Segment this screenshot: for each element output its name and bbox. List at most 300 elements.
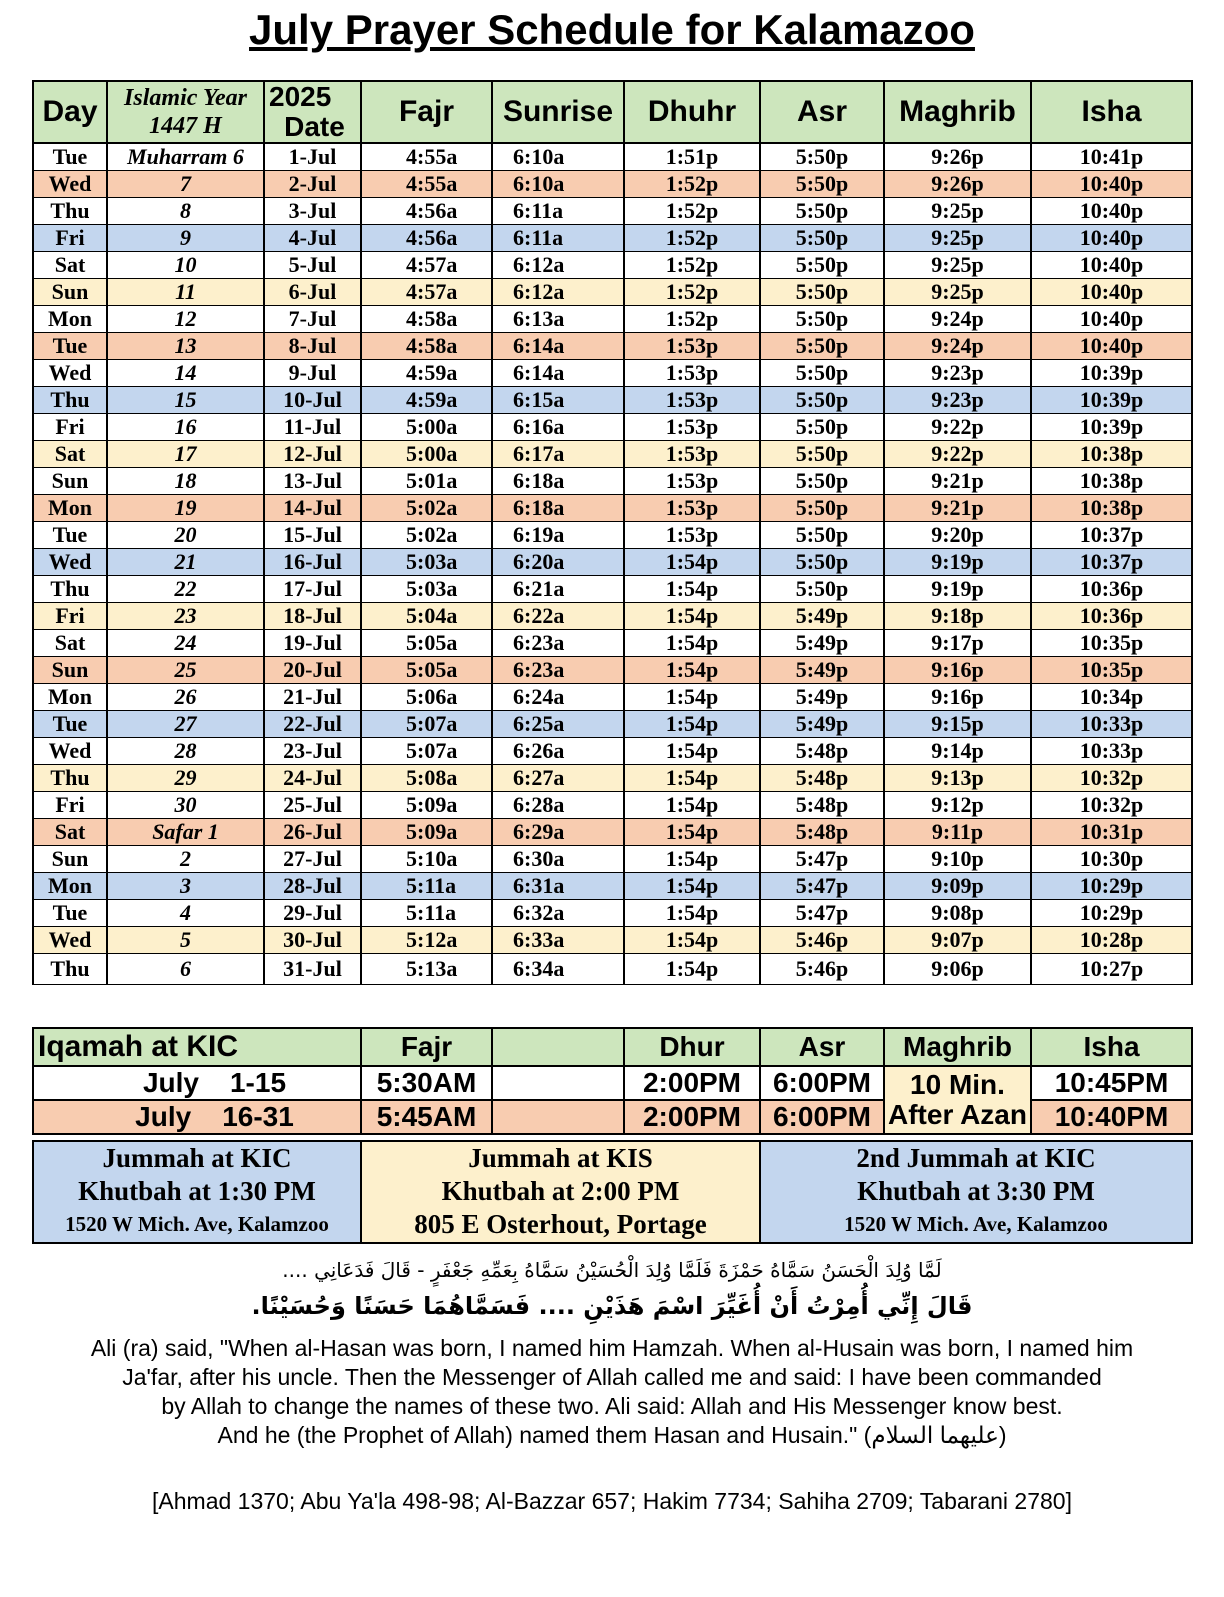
- sunrise-cell: 6:11a: [492, 198, 624, 225]
- fajr-cell: 4:58a: [361, 333, 492, 360]
- day-cell: Wed: [33, 360, 107, 387]
- prayer-schedule-table: [32, 80, 1193, 985]
- asr-cell: 5:48p: [760, 738, 884, 765]
- asr-cell: 5:50p: [760, 279, 884, 306]
- iqamah-row1-month-label: July: [142, 1067, 199, 1098]
- dhuhr-cell: 1:53p: [624, 495, 760, 522]
- day-cell: Thu: [33, 198, 107, 225]
- asr-cell: 5:50p: [760, 171, 884, 198]
- dhuhr-cell: 1:54p: [624, 684, 760, 711]
- maghrib-cell: 9:23p: [884, 360, 1031, 387]
- isha-cell: 10:40p: [1031, 333, 1192, 360]
- maghrib-cell: 9:22p: [884, 441, 1031, 468]
- day-cell: Fri: [33, 792, 107, 819]
- maghrib-cell: 9:25p: [884, 225, 1031, 252]
- isha-cell: 10:30p: [1031, 846, 1192, 873]
- sunrise-cell: 6:14a: [492, 333, 624, 360]
- table-row: [33, 171, 1192, 198]
- asr-cell: 5:50p: [760, 495, 884, 522]
- maghrib-cell: 9:10p: [884, 846, 1031, 873]
- header-asr: Asr: [760, 81, 884, 143]
- table-row: [33, 765, 1192, 792]
- day-cell: Mon: [33, 684, 107, 711]
- islamic-date-cell: 20: [107, 522, 264, 549]
- table-row: [33, 495, 1192, 522]
- asr-cell: 5:47p: [760, 873, 884, 900]
- iqamah-row2-isha: 10:40PM: [1031, 1100, 1192, 1134]
- sunrise-cell: 6:20a: [492, 549, 624, 576]
- dhuhr-cell: 1:54p: [624, 603, 760, 630]
- jummah-row: [33, 1141, 1192, 1243]
- fajr-cell: 4:59a: [361, 387, 492, 414]
- iqamah-row2-empty: [492, 1100, 624, 1134]
- dhuhr-cell: 1:54p: [624, 765, 760, 792]
- table-row: [33, 522, 1192, 549]
- dhuhr-cell: 1:52p: [624, 252, 760, 279]
- iqamah-row2-month-label: July: [135, 1101, 192, 1132]
- asr-cell: 5:50p: [760, 549, 884, 576]
- sunrise-cell: 6:29a: [492, 819, 624, 846]
- fajr-cell: 5:07a: [361, 711, 492, 738]
- date-cell: 19-Jul: [264, 630, 361, 657]
- day-cell: Sun: [33, 468, 107, 495]
- date-cell: 30-Jul: [264, 927, 361, 954]
- table-row: [33, 225, 1192, 252]
- sunrise-cell: 6:12a: [492, 279, 624, 306]
- day-cell: Sun: [33, 846, 107, 873]
- date-cell: 1-Jul: [264, 143, 361, 171]
- day-cell: Thu: [33, 576, 107, 603]
- isha-cell: 10:36p: [1031, 576, 1192, 603]
- islamic-date-cell: 28: [107, 738, 264, 765]
- isha-cell: 10:31p: [1031, 819, 1192, 846]
- isha-cell: 10:39p: [1031, 360, 1192, 387]
- day-cell: Thu: [33, 765, 107, 792]
- table-header-row: [33, 81, 1192, 143]
- isha-cell: 10:35p: [1031, 657, 1192, 684]
- fajr-cell: 5:10a: [361, 846, 492, 873]
- table-row: [33, 360, 1192, 387]
- fajr-cell: 4:55a: [361, 171, 492, 198]
- iqamah-header-empty: [492, 1028, 624, 1066]
- islamic-date-cell: 26: [107, 684, 264, 711]
- dhuhr-cell: 1:54p: [624, 657, 760, 684]
- isha-cell: 10:40p: [1031, 225, 1192, 252]
- iqamah-row1-month: [33, 1066, 361, 1100]
- dhuhr-cell: 1:53p: [624, 387, 760, 414]
- table-row: [33, 468, 1192, 495]
- table-row: [33, 873, 1192, 900]
- sunrise-cell: 6:10a: [492, 143, 624, 171]
- asr-cell: 5:50p: [760, 441, 884, 468]
- isha-cell: 10:32p: [1031, 765, 1192, 792]
- dhuhr-cell: 1:54p: [624, 927, 760, 954]
- date-cell: 28-Jul: [264, 873, 361, 900]
- table-row: [33, 603, 1192, 630]
- fajr-cell: 5:02a: [361, 495, 492, 522]
- dhuhr-cell: 1:53p: [624, 522, 760, 549]
- fajr-cell: 5:09a: [361, 819, 492, 846]
- dhuhr-cell: 1:54p: [624, 711, 760, 738]
- fajr-cell: 5:04a: [361, 603, 492, 630]
- sunrise-cell: 6:27a: [492, 765, 624, 792]
- dhuhr-cell: 1:54p: [624, 873, 760, 900]
- maghrib-cell: 9:25p: [884, 252, 1031, 279]
- iqamah-header-asr: Asr: [760, 1028, 884, 1066]
- islamic-date-cell: 19: [107, 495, 264, 522]
- day-cell: Wed: [33, 927, 107, 954]
- islamic-date-cell: 22: [107, 576, 264, 603]
- maghrib-cell: 9:15p: [884, 711, 1031, 738]
- dhuhr-cell: 1:54p: [624, 576, 760, 603]
- iqamah-row1-dhur: 2:00PM: [624, 1066, 760, 1100]
- dhuhr-cell: 1:54p: [624, 549, 760, 576]
- table-row: [33, 711, 1192, 738]
- sunrise-cell: 6:30a: [492, 846, 624, 873]
- header-islamic-line2: 1447 H: [149, 113, 222, 139]
- fajr-cell: 5:08a: [361, 765, 492, 792]
- asr-cell: 5:50p: [760, 387, 884, 414]
- day-cell: Tue: [33, 522, 107, 549]
- date-cell: 12-Jul: [264, 441, 361, 468]
- date-cell: 16-Jul: [264, 549, 361, 576]
- fajr-cell: 5:03a: [361, 549, 492, 576]
- asr-cell: 5:46p: [760, 927, 884, 954]
- asr-cell: 5:50p: [760, 414, 884, 441]
- dhuhr-cell: 1:53p: [624, 414, 760, 441]
- isha-cell: 10:33p: [1031, 711, 1192, 738]
- date-cell: 18-Jul: [264, 603, 361, 630]
- day-cell: Mon: [33, 873, 107, 900]
- day-cell: Sat: [33, 630, 107, 657]
- iqamah-header-maghrib: Maghrib: [884, 1028, 1031, 1066]
- iqamah-row2-asr: 6:00PM: [760, 1100, 884, 1134]
- jummah-kic-2nd-address: 1520 W Mich. Ave, Kalamzoo: [844, 1212, 1108, 1236]
- jummah-table: [32, 1140, 1193, 1244]
- jummah-kis-title: Jummah at KIS: [468, 1143, 653, 1173]
- islamic-date-cell: 15: [107, 387, 264, 414]
- hadith-source: [Ahmad 1370; Abu Ya'la 498-98; Al-Bazzar 657; Hakim 7734; Sahiha 2709; Tabarani 2780]: [152, 1488, 1072, 1514]
- quote-line: And he (the Prophet of Allah) named them Hasan and Husain." (عليهما السلام): [217, 1422, 1007, 1448]
- header-islamic-line1: Islamic Year: [124, 85, 247, 111]
- fajr-cell: 4:57a: [361, 279, 492, 306]
- sunrise-cell: 6:23a: [492, 657, 624, 684]
- day-cell: Fri: [33, 603, 107, 630]
- date-cell: 9-Jul: [264, 360, 361, 387]
- arabic-hadith-line1: لَمَّا وُلِدَ الْحَسَنُ سَمَّاهُ حَمْزَةَ فَلَمَّا وُلِدَ الْحُسَيْنُ سَمَّاهُ بِعَمِّهِ جَعْفَرٍ - قَالَ فَدَعَانِي ....: [282, 1258, 942, 1282]
- header-year: 2025: [269, 81, 332, 112]
- sunrise-cell: 6:12a: [492, 252, 624, 279]
- asr-cell: 5:48p: [760, 792, 884, 819]
- date-cell: 23-Jul: [264, 738, 361, 765]
- asr-cell: 5:47p: [760, 846, 884, 873]
- islamic-date-cell: 27: [107, 711, 264, 738]
- asr-cell: 5:50p: [760, 225, 884, 252]
- iqamah-header-dhur: Dhur: [624, 1028, 760, 1066]
- asr-cell: 5:49p: [760, 684, 884, 711]
- day-cell: Sat: [33, 441, 107, 468]
- fajr-cell: 4:56a: [361, 225, 492, 252]
- dhuhr-cell: 1:54p: [624, 846, 760, 873]
- fajr-cell: 5:03a: [361, 576, 492, 603]
- islamic-date-cell: 17: [107, 441, 264, 468]
- dhuhr-cell: 1:53p: [624, 360, 760, 387]
- isha-cell: 10:27p: [1031, 954, 1192, 985]
- dhuhr-cell: 1:52p: [624, 306, 760, 333]
- date-cell: 20-Jul: [264, 657, 361, 684]
- header-fajr: Fajr: [361, 81, 492, 143]
- table-row: [33, 143, 1192, 171]
- jummah-kic-2nd: [760, 1141, 1192, 1243]
- asr-cell: 5:50p: [760, 252, 884, 279]
- header-day: Day: [33, 81, 107, 143]
- date-cell: 10-Jul: [264, 387, 361, 414]
- sunrise-cell: 6:25a: [492, 711, 624, 738]
- table-row: [33, 819, 1192, 846]
- day-cell: Wed: [33, 738, 107, 765]
- header-date-label: Date: [284, 111, 345, 142]
- asr-cell: 5:50p: [760, 522, 884, 549]
- date-cell: 17-Jul: [264, 576, 361, 603]
- day-cell: Tue: [33, 711, 107, 738]
- islamic-date-cell: Safar 1: [107, 819, 264, 846]
- asr-cell: 5:50p: [760, 360, 884, 387]
- table-row: [33, 414, 1192, 441]
- maghrib-cell: 9:21p: [884, 468, 1031, 495]
- jummah-kic-address: 1520 W Mich. Ave, Kalamzoo: [65, 1212, 329, 1236]
- jummah-kis-address: 805 E Osterhout, Portage: [414, 1209, 707, 1239]
- fajr-cell: 5:00a: [361, 414, 492, 441]
- sunrise-cell: 6:23a: [492, 630, 624, 657]
- dhuhr-cell: 1:52p: [624, 279, 760, 306]
- isha-cell: 10:36p: [1031, 603, 1192, 630]
- asr-cell: 5:48p: [760, 765, 884, 792]
- date-cell: 21-Jul: [264, 684, 361, 711]
- schedule-body: [33, 143, 1192, 985]
- date-cell: 5-Jul: [264, 252, 361, 279]
- date-cell: 11-Jul: [264, 414, 361, 441]
- jummah-kic-title: Jummah at KIC: [102, 1143, 292, 1173]
- islamic-date-cell: 8: [107, 198, 264, 225]
- maghrib-cell: 9:22p: [884, 414, 1031, 441]
- day-cell: Mon: [33, 306, 107, 333]
- dhuhr-cell: 1:51p: [624, 143, 760, 171]
- iqamah-row2-fajr: 5:45AM: [361, 1100, 492, 1134]
- sunrise-cell: 6:14a: [492, 360, 624, 387]
- isha-cell: 10:38p: [1031, 468, 1192, 495]
- date-cell: 6-Jul: [264, 279, 361, 306]
- fajr-cell: 4:59a: [361, 360, 492, 387]
- asr-cell: 5:50p: [760, 306, 884, 333]
- day-cell: Sun: [33, 279, 107, 306]
- day-cell: Wed: [33, 171, 107, 198]
- fajr-cell: 4:57a: [361, 252, 492, 279]
- dhuhr-cell: 1:52p: [624, 225, 760, 252]
- header-islamic-year: [107, 81, 264, 143]
- maghrib-cell: 9:26p: [884, 143, 1031, 171]
- asr-cell: 5:50p: [760, 143, 884, 171]
- sunrise-cell: 6:33a: [492, 927, 624, 954]
- asr-cell: 5:47p: [760, 900, 884, 927]
- maghrib-cell: 9:25p: [884, 198, 1031, 225]
- table-row: [33, 657, 1192, 684]
- iqamah-header-fajr: Fajr: [361, 1028, 492, 1066]
- maghrib-cell: 9:21p: [884, 495, 1031, 522]
- date-cell: 26-Jul: [264, 819, 361, 846]
- table-row: [33, 576, 1192, 603]
- islamic-date-cell: 5: [107, 927, 264, 954]
- day-cell: Tue: [33, 143, 107, 171]
- isha-cell: 10:38p: [1031, 495, 1192, 522]
- table-row: [33, 279, 1192, 306]
- isha-cell: 10:29p: [1031, 900, 1192, 927]
- maghrib-cell: 9:18p: [884, 603, 1031, 630]
- dhuhr-cell: 1:54p: [624, 738, 760, 765]
- maghrib-cell: 9:06p: [884, 954, 1031, 985]
- isha-cell: 10:40p: [1031, 198, 1192, 225]
- date-cell: 2-Jul: [264, 171, 361, 198]
- day-cell: Sat: [33, 252, 107, 279]
- asr-cell: 5:50p: [760, 198, 884, 225]
- islamic-date-cell: 3: [107, 873, 264, 900]
- maghrib-cell: 9:26p: [884, 171, 1031, 198]
- table-row: [33, 549, 1192, 576]
- fajr-cell: 5:12a: [361, 927, 492, 954]
- asr-cell: 5:49p: [760, 630, 884, 657]
- islamic-date-cell: 14: [107, 360, 264, 387]
- islamic-date-cell: Muharram 6: [107, 143, 264, 171]
- iqamah-row1-isha: 10:45PM: [1031, 1066, 1192, 1100]
- sunrise-cell: 6:34a: [492, 954, 624, 985]
- isha-cell: 10:28p: [1031, 927, 1192, 954]
- isha-cell: 10:37p: [1031, 549, 1192, 576]
- islamic-date-cell: 16: [107, 414, 264, 441]
- sunrise-cell: 6:31a: [492, 873, 624, 900]
- fajr-cell: 5:07a: [361, 738, 492, 765]
- isha-cell: 10:29p: [1031, 873, 1192, 900]
- islamic-date-cell: 11: [107, 279, 264, 306]
- dhuhr-cell: 1:52p: [624, 198, 760, 225]
- dhuhr-cell: 1:53p: [624, 333, 760, 360]
- date-cell: 25-Jul: [264, 792, 361, 819]
- arabic-hadith-line2: قَالَ إِنِّي أُمِرْتُ أَنْ أُغَيِّرَ اسْمَ هَذَيْنِ .... فَسَمَّاهُمَا حَسَنًا وَحُسَيْنًا.: [251, 1292, 973, 1320]
- sunrise-cell: 6:16a: [492, 414, 624, 441]
- day-cell: Tue: [33, 900, 107, 927]
- isha-cell: 10:38p: [1031, 441, 1192, 468]
- iqamah-header-row: [33, 1028, 1192, 1066]
- dhuhr-cell: 1:53p: [624, 441, 760, 468]
- maghrib-cell: 9:08p: [884, 900, 1031, 927]
- date-cell: 24-Jul: [264, 765, 361, 792]
- date-cell: 31-Jul: [264, 954, 361, 985]
- maghrib-cell: 9:16p: [884, 657, 1031, 684]
- dhuhr-cell: 1:54p: [624, 900, 760, 927]
- asr-cell: 5:50p: [760, 468, 884, 495]
- day-cell: Wed: [33, 549, 107, 576]
- dhuhr-cell: 1:53p: [624, 468, 760, 495]
- islamic-date-cell: 30: [107, 792, 264, 819]
- table-row: [33, 846, 1192, 873]
- iqamah-row-1: [33, 1066, 1192, 1100]
- isha-cell: 10:32p: [1031, 792, 1192, 819]
- islamic-date-cell: 9: [107, 225, 264, 252]
- fajr-cell: 5:05a: [361, 657, 492, 684]
- maghrib-cell: 9:24p: [884, 333, 1031, 360]
- islamic-date-cell: 21: [107, 549, 264, 576]
- asr-cell: 5:49p: [760, 711, 884, 738]
- islamic-date-cell: 23: [107, 603, 264, 630]
- table-row: [33, 954, 1192, 985]
- dhuhr-cell: 1:54p: [624, 630, 760, 657]
- iqamah-maghrib-line1: 10 Min.: [910, 1069, 1005, 1100]
- table-row: [33, 900, 1192, 927]
- sunrise-cell: 6:17a: [492, 441, 624, 468]
- table-row: [33, 630, 1192, 657]
- fajr-cell: 5:01a: [361, 468, 492, 495]
- table-row: [33, 684, 1192, 711]
- date-cell: 3-Jul: [264, 198, 361, 225]
- maghrib-cell: 9:07p: [884, 927, 1031, 954]
- day-cell: Fri: [33, 225, 107, 252]
- maghrib-cell: 9:25p: [884, 279, 1031, 306]
- isha-cell: 10:40p: [1031, 279, 1192, 306]
- jummah-kis: [361, 1141, 760, 1243]
- dhuhr-cell: 1:54p: [624, 792, 760, 819]
- table-row: [33, 738, 1192, 765]
- date-cell: 14-Jul: [264, 495, 361, 522]
- quote-line: by Allah to change the names of these two. Ali said: Allah and His Messenger know best.: [161, 1393, 1063, 1419]
- asr-cell: 5:48p: [760, 819, 884, 846]
- date-cell: 22-Jul: [264, 711, 361, 738]
- iqamah-table: [32, 1027, 1193, 1135]
- header-maghrib: Maghrib: [884, 81, 1031, 143]
- sunrise-cell: 6:24a: [492, 684, 624, 711]
- islamic-date-cell: 29: [107, 765, 264, 792]
- quote-line: Ja'far, after his uncle. Then the Messenger of Allah called me and said: I have been commanded: [122, 1364, 1102, 1390]
- day-cell: Sat: [33, 819, 107, 846]
- day-cell: Thu: [33, 387, 107, 414]
- fajr-cell: 5:00a: [361, 441, 492, 468]
- iqamah-maghrib-line2: After Azan: [888, 1099, 1027, 1130]
- sunrise-cell: 6:11a: [492, 225, 624, 252]
- maghrib-cell: 9:24p: [884, 306, 1031, 333]
- sunrise-cell: 6:21a: [492, 576, 624, 603]
- jummah-kic-2nd-title: 2nd Jummah at KIC: [856, 1143, 1096, 1173]
- table-row: [33, 333, 1192, 360]
- iqamah-header-isha: Isha: [1031, 1028, 1192, 1066]
- sunrise-cell: 6:10a: [492, 171, 624, 198]
- sunrise-cell: 6:32a: [492, 900, 624, 927]
- maghrib-cell: 9:19p: [884, 549, 1031, 576]
- header-date: [264, 81, 361, 143]
- day-cell: Mon: [33, 495, 107, 522]
- day-cell: Sun: [33, 657, 107, 684]
- iqamah-row1-fajr: 5:30AM: [361, 1066, 492, 1100]
- isha-cell: 10:39p: [1031, 414, 1192, 441]
- asr-cell: 5:49p: [760, 603, 884, 630]
- maghrib-cell: 9:23p: [884, 387, 1031, 414]
- dhuhr-cell: 1:54p: [624, 954, 760, 985]
- asr-cell: 5:49p: [760, 657, 884, 684]
- islamic-date-cell: 7: [107, 171, 264, 198]
- day-cell: Tue: [33, 333, 107, 360]
- iqamah-row1-asr: 6:00PM: [760, 1066, 884, 1100]
- isha-cell: 10:34p: [1031, 684, 1192, 711]
- iqamah-row2-month: [33, 1100, 361, 1134]
- maghrib-cell: 9:14p: [884, 738, 1031, 765]
- iqamah-title: Iqamah at KIC: [33, 1028, 361, 1066]
- asr-cell: 5:46p: [760, 954, 884, 985]
